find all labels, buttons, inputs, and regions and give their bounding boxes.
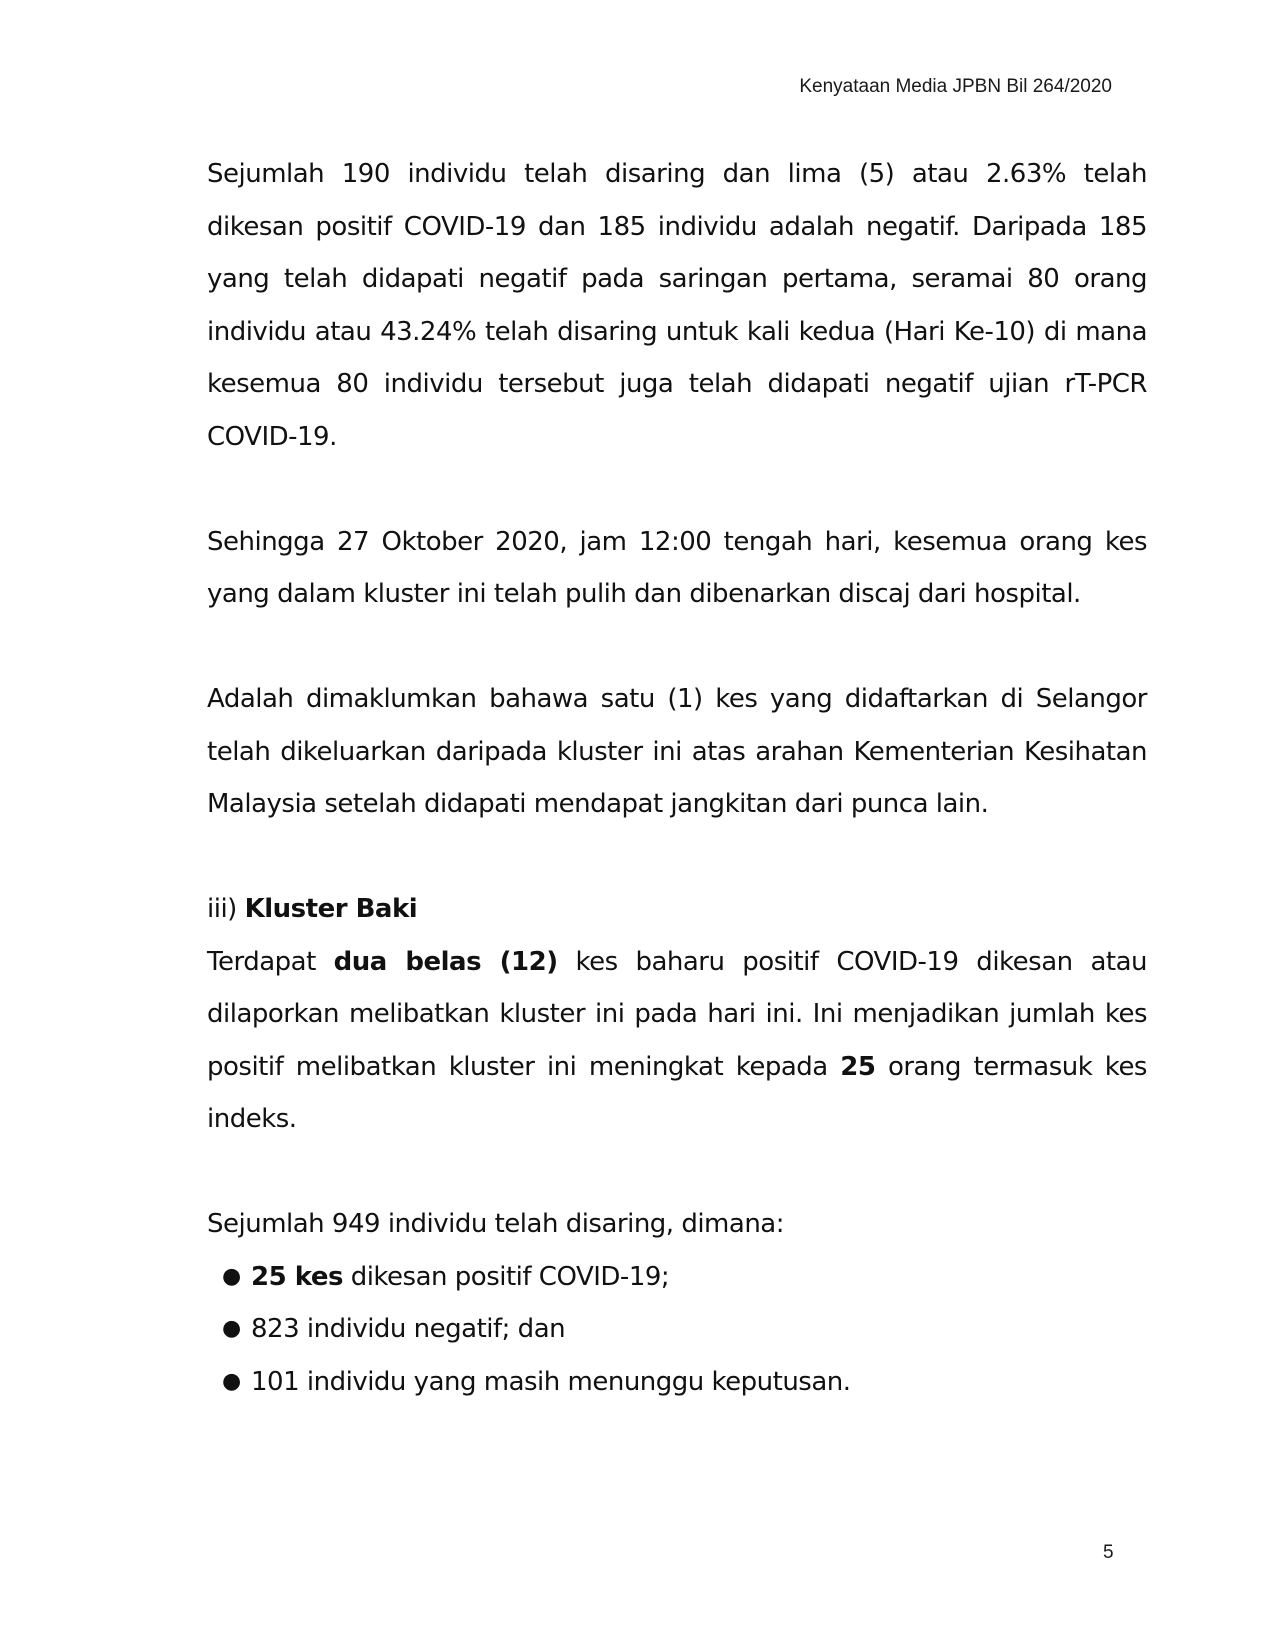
paragraph-screening-summary: Sejumlah 190 individu telah disaring dan lima (5) atau 2.63% telah dikesan positif COVID-19 dan 185 individu adalah negatif. Daripada 185 yang telah didapati negatif pada saringan pertama, seramai 80 orang individu atau 43.24% telah disaring untuk kali kedua (Hari Ke-10) di mana kesemua 80 individu tersebut juga telah didapati negatif ujian rT-PCR COVID-19. bbox=[207, 159, 1147, 452]
list-item bbox=[207, 1303, 1147, 1356]
negative-cases-text: 823 individu negatif; dan bbox=[251, 1314, 566, 1344]
new-cases-text-2: kes baharu positif COVID-19 dikesan atau dilaporkan melibatkan kluster ini pada hari ini. Ini menjadikan jumlah kes positif melibatkan kluster ini meningkat kepada bbox=[207, 946, 1147, 1082]
document-body bbox=[207, 148, 1147, 1408]
list-item bbox=[207, 1251, 1147, 1304]
positive-cases-label: 25 kes bbox=[251, 1261, 343, 1292]
screening-results-list bbox=[207, 1251, 1147, 1409]
paragraph-recovery-status: Sehingga 27 Oktober 2020, jam 12:00 tengah hari, kesemua orang kes yang dalam kluster ini telah pulih dan dibenarkan discaj dari hospital. bbox=[207, 526, 1147, 609]
list-item bbox=[207, 1356, 1147, 1409]
pending-cases-text: 101 individu yang masih menunggu keputusan. bbox=[251, 1366, 851, 1397]
bullet-icon: ● bbox=[222, 1316, 241, 1341]
paragraph-case-removal: Adalah dimaklumkan bahawa satu (1) kes yang didaftarkan di Selangor telah dikeluarkan daripada kluster ini atas arahan Kementerian Kesihatan Malaysia setelah didapati mendapat jangkitan dari punca lain. bbox=[207, 684, 1147, 819]
document-header: Kenyataan Media JPBN Bil 264/2020 bbox=[799, 76, 1112, 97]
positive-cases-text: dikesan positif COVID-19; bbox=[342, 1261, 670, 1292]
bullet-icon: ● bbox=[222, 1263, 241, 1289]
total-cases-count: 25 bbox=[840, 1051, 876, 1082]
page-number: 5 bbox=[1103, 1542, 1114, 1563]
paragraph-screening-total: Sejumlah 949 individu telah disaring, dimana: bbox=[207, 1209, 784, 1239]
section-number: iii) bbox=[207, 894, 237, 924]
paragraph-new-cases bbox=[207, 936, 1147, 1146]
new-cases-text-1: Terdapat bbox=[207, 946, 334, 977]
bullet-icon: ● bbox=[222, 1368, 241, 1394]
new-cases-count: dua belas (12) bbox=[333, 946, 558, 977]
section-title: Kluster Baki bbox=[244, 894, 418, 924]
section-heading bbox=[207, 883, 1147, 936]
new-cases-text-3: orang termasuk kes indeks. bbox=[207, 1051, 1147, 1134]
